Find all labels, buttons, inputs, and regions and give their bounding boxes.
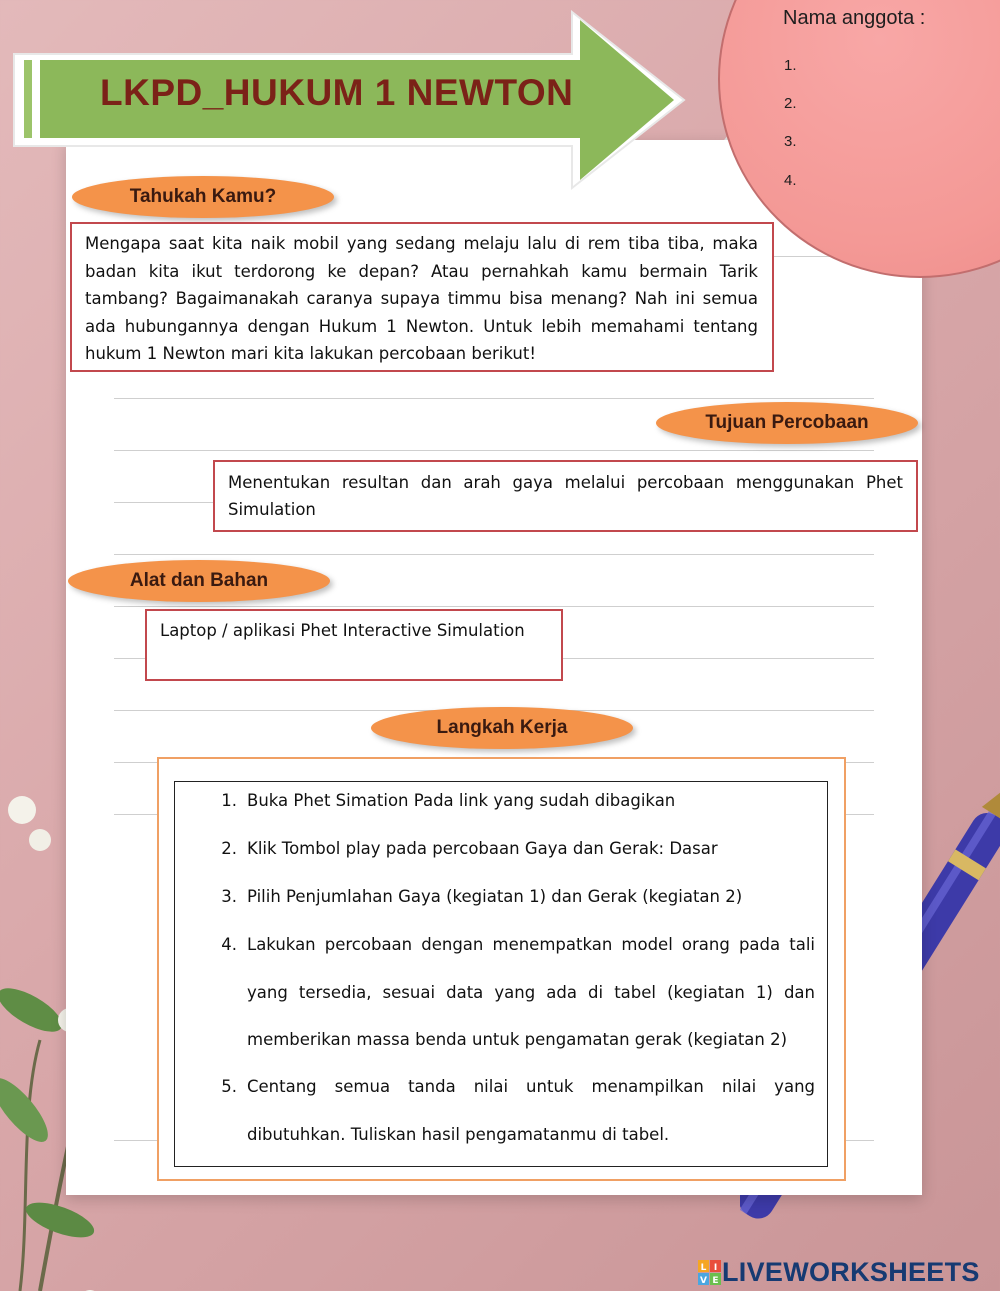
logo-badge-letter: L xyxy=(700,1262,707,1273)
tahukah-box xyxy=(70,222,774,372)
alat-box xyxy=(145,609,563,681)
logo-text: LIVEWORKSHEETS xyxy=(722,1257,980,1287)
page-title: LKPD_HUKUM 1 NEWTON xyxy=(100,72,574,113)
member-number: 3. xyxy=(784,133,797,150)
members-heading: Nama anggota : xyxy=(783,7,926,29)
member-number: 1. xyxy=(784,57,797,74)
section-label-alat: Alat dan Bahan xyxy=(68,560,330,602)
member-number: 4. xyxy=(784,172,797,189)
step-text: Klik Tombol play pada percobaan Gaya dan Gerak: Dasar xyxy=(247,839,718,858)
step-number: 3. xyxy=(221,887,237,906)
section-label-tahukah: Tahukah Kamu? xyxy=(72,176,334,218)
tujuan-text: Menentukan resultan dan arah gaya melalui percobaan menggunakan Phet Simulation xyxy=(228,473,903,519)
section-label-langkah: Langkah Kerja xyxy=(371,707,633,749)
tujuan-box xyxy=(213,460,918,532)
alat-text: Laptop / aplikasi Phet Interactive Simulation xyxy=(160,621,525,640)
logo-badge-letter: I xyxy=(713,1262,718,1273)
step-number: 5. xyxy=(221,1077,237,1096)
member-number: 2. xyxy=(784,95,797,112)
step-text: Buka Phet Simation Pada link yang sudah dibagikan xyxy=(247,791,676,810)
steps-list xyxy=(174,781,828,1167)
logo-badge-letter: V xyxy=(700,1275,707,1286)
step-number: 1. xyxy=(221,791,237,810)
liveworksheets-logo[interactable] xyxy=(698,1257,980,1288)
step-text: Pilih Penjumlahan Gaya (kegiatan 1) dan Gerak (kegiatan 2) xyxy=(247,887,743,906)
section-label-tujuan: Tujuan Percobaan xyxy=(656,402,918,444)
logo-badge-icon xyxy=(698,1260,722,1286)
step-text: Centang semua tanda nilai untuk menampilkan nilai yang dibutuhkan. Tuliskan hasil pengamatanmu di tabel. xyxy=(247,1077,815,1144)
tahukah-text: Mengapa saat kita naik mobil yang sedang melaju lalu di rem tiba tiba, maka badan kita ikut terdorong ke depan? Atau pernahkah kamu bermain Tarik tambang? Bagaimanakah caranya supaya timmu bisa menang? Nah ini semua ada hubungannya dengan Hukum 1 Newton. Untuk lebih memahami tentang hukum 1 Newton mari kita lakukan percobaan berikut! xyxy=(85,234,758,363)
step-text: Lakukan percobaan dengan menempatkan model orang pada tali yang tersedia, sesuai data yang ada di tabel (kegiatan 1) dan memberikan massa benda untuk pengamatan gerak (kegiatan 2) xyxy=(247,935,815,1049)
logo-badge-letter: E xyxy=(712,1275,719,1286)
step-number: 4. xyxy=(221,935,237,954)
step-number: 2. xyxy=(221,839,237,858)
